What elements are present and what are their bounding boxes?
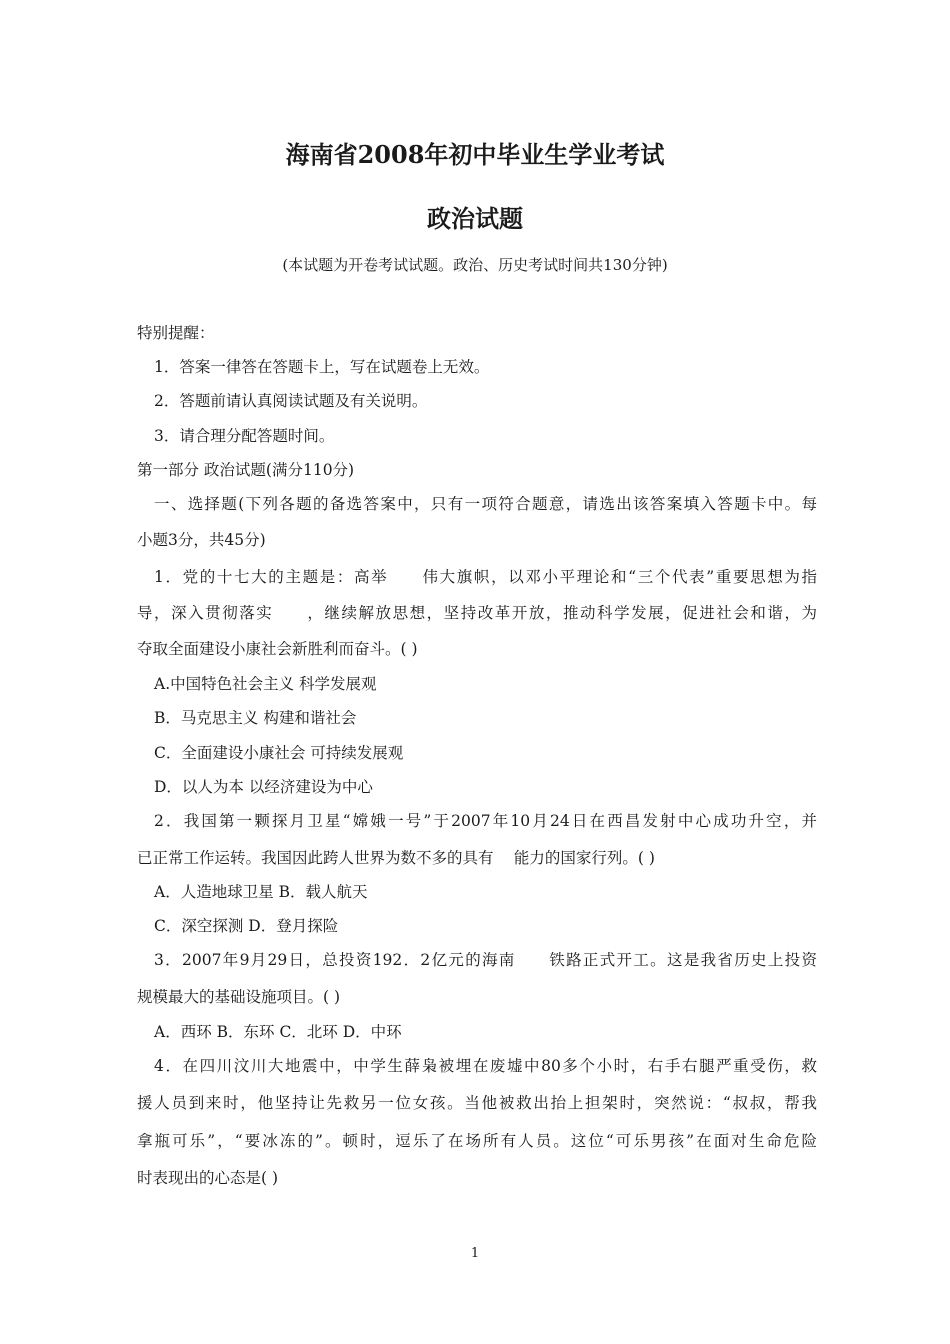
question-1-option: A.中国特色社会主义 科学发展观 (154, 675, 377, 693)
question-2-text: 已正常工作运转。我国因此跨人世界为数不多的具有 能力的国家行列。( ) (137, 849, 655, 867)
question-1-text: 夺取全面建设小康社会新胜利而奋斗。( ) (137, 640, 418, 658)
question-2-text: 2．我国第一颗探月卫星“嫦娥一号”于2007年10月24日在西昌发射中心成功升空，并 (154, 812, 817, 830)
question-3-text: 规模最大的基础设施项目。( ) (137, 988, 341, 1006)
question-1-option: D．以人为本 以经济建设为中心 (154, 778, 373, 796)
exam-note: (本试题为开卷考试试题。政治、历史考试时间共130分钟) (282, 256, 668, 274)
exam-title: 海南省2008年初中毕业生学业考试 (285, 140, 665, 169)
reminder-item: 1．答案一律答在答题卡上，写在试题卷上无效。 (154, 358, 490, 376)
section-instruction: 一、选择题(下列各题的备选答案中，只有一项符合题意，请选出该答案填入答题卡中。每 (154, 495, 817, 513)
question-4-text: 4．在四川汶川大地震中，中学生薛枭被埋在废墟中80多个小时，右手右腿严重受伤，救 (154, 1057, 817, 1075)
question-1-text: 导，深入贯彻落实 ，继续解放思想，坚持改革开放，推动科学发展，促进社会和谐，为 (137, 604, 817, 622)
page-number: 1 (470, 1246, 480, 1261)
question-2-option: A．人造地球卫星 B．载人航天 (154, 883, 368, 901)
exam-subtitle: 政治试题 (427, 204, 523, 233)
part-heading: 第一部分 政治试题(满分110分) (137, 461, 355, 479)
reminder-label: 特别提醒： (137, 324, 215, 342)
question-3-text: 3．2007年9月29日，总投资192．2亿元的海南 铁路正式开工。这是我省历史上投资 (154, 951, 817, 969)
question-1-text: 1．党的十七大的主题是：高举 伟大旗帜，以邓小平理论和“三个代表”重要思想为指 (154, 568, 817, 586)
section-instruction: 小题3分，共45分) (137, 531, 266, 549)
question-2-option: C．深空探测 D．登月探险 (154, 917, 339, 935)
reminder-item: 2．答题前请认真阅读试题及有关说明。 (154, 392, 428, 410)
question-3-option: A．西环 B．东环 C．北环 D．中环 (154, 1023, 402, 1041)
question-1-option: B．马克思主义 构建和谐社会 (154, 709, 357, 727)
question-4-text: 时表现出的心态是( ) (137, 1169, 279, 1187)
reminder-item: 3．请合理分配答题时间。 (154, 427, 335, 445)
question-4-text: 援人员到来时，他坚持让先救另一位女孩。当他被救出抬上担架时，突然说：“叔叔，帮我 (137, 1094, 817, 1112)
question-4-text: 拿瓶可乐”，“要冰冻的”。顿时，逗乐了在场所有人员。这位“可乐男孩”在面对生命危险 (137, 1132, 817, 1150)
question-1-option: C．全面建设小康社会 可持续发展观 (154, 744, 404, 762)
